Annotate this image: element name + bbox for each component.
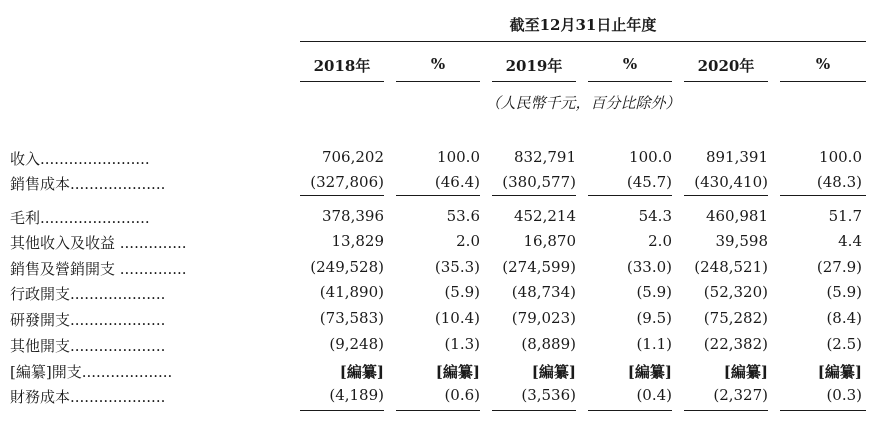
table-cell: (45.7) (626, 173, 672, 191)
table-cell: 53.6 (446, 207, 480, 225)
table-cell: (48,734) (511, 283, 576, 301)
table-cell: 832,791 (513, 148, 576, 166)
column-rule (588, 81, 672, 82)
table-cell: 13,829 (331, 232, 384, 250)
table-cell: (327,806) (310, 173, 384, 191)
table-cell: [編纂] (531, 363, 576, 381)
table-row-gross-profit (0, 207, 880, 231)
column-rule (684, 81, 768, 82)
column-rule (780, 81, 866, 82)
subtotal-rule (684, 410, 768, 411)
table-cell: (10.4) (434, 309, 480, 327)
row-label: 毛利....................... (10, 209, 150, 227)
table-cell: (9.5) (636, 309, 672, 327)
table-cell: (2,327) (713, 386, 768, 404)
row-label: 其他收入及收益 .............. (10, 234, 187, 252)
subtotal-rule (684, 195, 768, 196)
table-cell: (1.1) (636, 335, 672, 353)
table-cell: (1.3) (444, 335, 480, 353)
table-cell: [編纂] (627, 363, 672, 381)
column-rule (300, 81, 384, 82)
table-cell: (8.4) (826, 309, 862, 327)
table-cell: (0.6) (444, 386, 480, 404)
table-cell: (22,382) (703, 335, 768, 353)
column-header-pct-2019: % (622, 55, 638, 73)
table-row-finance-costs (0, 386, 880, 410)
table-cell: 100.0 (819, 148, 862, 166)
table-cell: 2.0 (456, 232, 480, 250)
subtotal-rule (588, 195, 672, 196)
table-cell: (79,023) (511, 309, 576, 327)
row-label: 研發開支.................... (10, 311, 166, 329)
table-row-rd-expenses (0, 309, 880, 333)
column-rule (396, 81, 480, 82)
table-cell: (73,583) (319, 309, 384, 327)
column-header-pct-2020: % (815, 55, 831, 73)
subtotal-rule (492, 410, 576, 411)
unit-note: （人民幣千元，百分比除外） (485, 94, 681, 112)
table-cell: 4.4 (838, 232, 862, 250)
table-cell: (5.9) (636, 283, 672, 301)
column-header-pct-2018: % (430, 55, 446, 73)
table-cell: (46.4) (434, 173, 480, 191)
row-label: 其他開支.................... (10, 337, 166, 355)
table-cell: 100.0 (437, 148, 480, 166)
column-header-2020: 2020年 (697, 57, 755, 75)
table-cell: (75,282) (703, 309, 768, 327)
table-cell: [編纂] (723, 363, 768, 381)
table-cell: 378,396 (321, 207, 384, 225)
subtotal-rule (300, 195, 384, 196)
table-row-revenue (0, 148, 880, 172)
table-cell: (274,599) (502, 258, 576, 276)
table-cell: 39,598 (715, 232, 768, 250)
table-cell: 706,202 (321, 148, 384, 166)
subtotal-rule (300, 410, 384, 411)
subtotal-rule (780, 195, 866, 196)
table-row-listing-expenses (0, 361, 880, 385)
table-cell: (41,890) (319, 283, 384, 301)
table-cell: (430,410) (694, 173, 768, 191)
table-row-cost-of-sales (0, 173, 880, 197)
row-label: 財務成本.................... (10, 388, 166, 406)
table-cell: (9,248) (329, 335, 384, 353)
table-cell: (27.9) (816, 258, 862, 276)
table-cell: (249,528) (310, 258, 384, 276)
subtotal-rule (780, 410, 866, 411)
table-row-other-income (0, 232, 880, 256)
table-cell: (8,889) (521, 335, 576, 353)
table-cell: (2.5) (826, 335, 862, 353)
table-cell: (3,536) (521, 386, 576, 404)
row-label: 銷售及營銷開支 .............. (10, 260, 187, 278)
subtotal-rule (396, 410, 480, 411)
table-cell: (380,577) (502, 173, 576, 191)
row-label: 銷售成本.................... (10, 175, 166, 193)
table-cell: (33.0) (626, 258, 672, 276)
row-label: 行政開支.................... (10, 285, 166, 303)
row-label: [編纂]開支................... (10, 363, 173, 381)
subtotal-rule (396, 195, 480, 196)
table-cell: (0.4) (636, 386, 672, 404)
table-cell: [編纂] (339, 363, 384, 381)
table-row-admin-expenses (0, 283, 880, 307)
table-cell: [編纂] (817, 363, 862, 381)
subtotal-rule (492, 195, 576, 196)
table-cell: 54.3 (638, 207, 672, 225)
table-cell: 891,391 (705, 148, 768, 166)
table-cell: 452,214 (513, 207, 576, 225)
column-header-2018: 2018年 (313, 57, 371, 75)
column-header-2019: 2019年 (505, 57, 563, 75)
table-cell: 51.7 (828, 207, 862, 225)
period-header: 截至12月31日止年度 (509, 16, 657, 34)
table-cell: [編纂] (435, 363, 480, 381)
table-cell: (0.3) (826, 386, 862, 404)
row-label: 收入....................... (10, 150, 150, 168)
table-row-selling-marketing-expenses (0, 258, 880, 282)
table-cell: (52,320) (703, 283, 768, 301)
table-cell: 16,870 (523, 232, 576, 250)
table-cell: (5.9) (826, 283, 862, 301)
table-row-other-expenses (0, 335, 880, 359)
table-cell: 460,981 (705, 207, 768, 225)
table-cell: (248,521) (694, 258, 768, 276)
table-cell: (48.3) (816, 173, 862, 191)
period-rule (300, 41, 866, 42)
table-cell: (4,189) (329, 386, 384, 404)
column-rule (492, 81, 576, 82)
table-cell: (5.9) (444, 283, 480, 301)
table-cell: 100.0 (629, 148, 672, 166)
subtotal-rule (588, 410, 672, 411)
table-cell: (35.3) (434, 258, 480, 276)
table-cell: 2.0 (648, 232, 672, 250)
